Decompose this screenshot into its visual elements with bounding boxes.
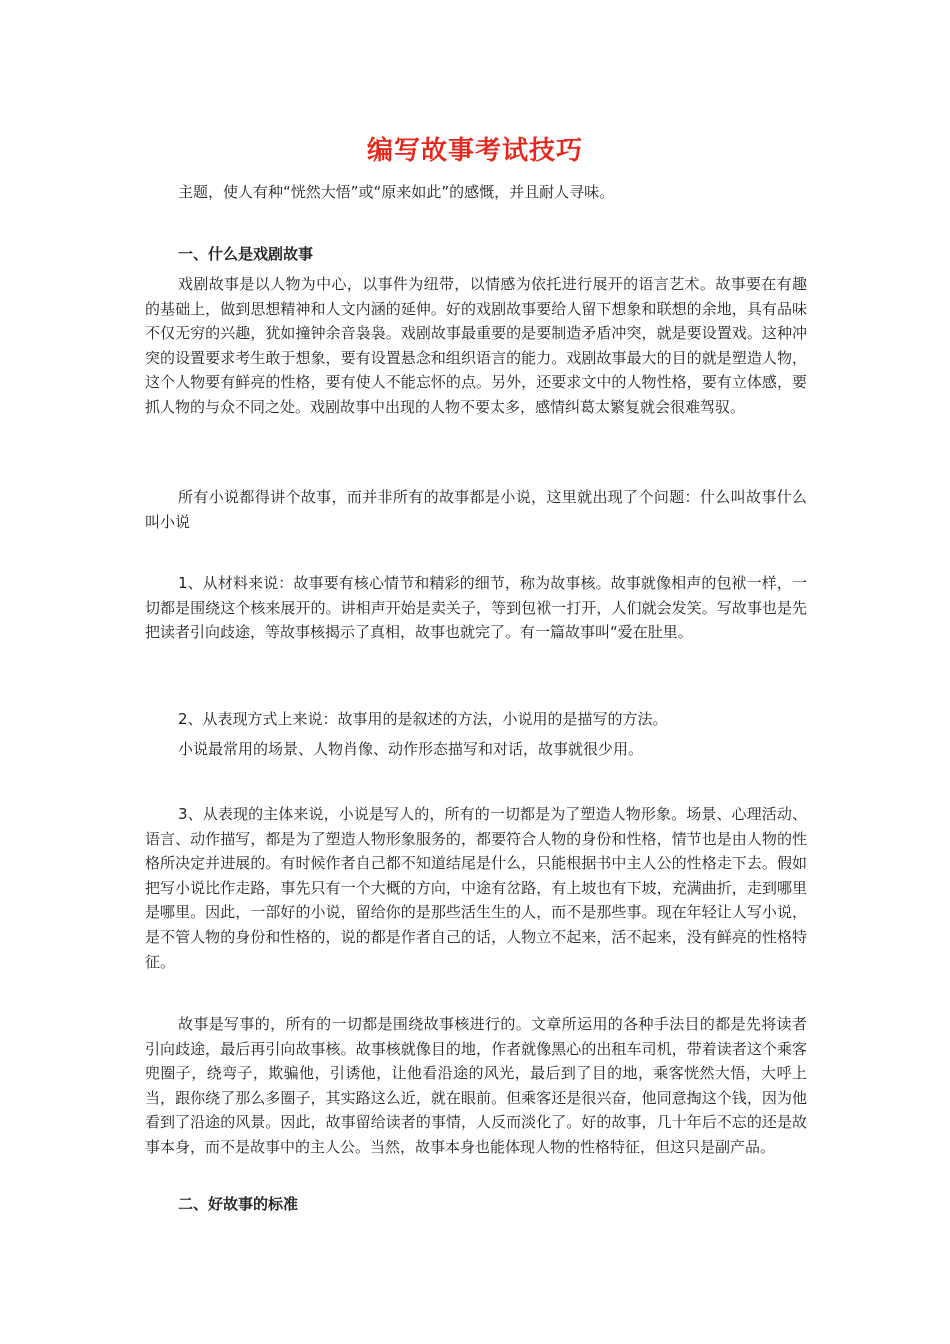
section-2 [145,1192,807,1217]
section-heading-2: 二、好故事的标准 [178,1195,299,1213]
paragraph-block-2 [145,485,807,534]
paragraph-block-6 [145,1012,807,1160]
paragraph-1: 戏剧故事是以人物为中心，以事件为纽带，以情感为依托进行展开的语言艺术。故事要在有趣的基础上，做到思想精神和人文内涵的延伸。好的戏剧故事要给人留下想象和联想的余地，具有品味不仅无穷的兴趣，犹如撞钟余音袅袅。戏剧故事最重要的是要制造矛盾冲突，就是要设置戏。这种冲突的设置要求考生敢于想象，要有设置悬念和组织语言的能力。戏剧故事最大的目的就是塑造人物，这个人物要有鲜亮的性格，要有使人不能忘怀的点。另外，还要求文中的人物性格，要有立体感，要抓人物的与众不同之处。戏剧故事中出现的人物不要太多，感情纠葛太繁复就会很难驾驭。 [145,275,807,416]
paragraph-2: 所有小说都得讲个故事，而并非所有的故事都是小说，这里就出现了个问题：什么叫故事什么叫小说 [145,488,807,531]
paragraph-3: 1、从材料来说：故事要有核心情节和精彩的细节，称为故事核。故事就像相声的包袱一样，一切都是围绕这个核来展开的。讲相声开始是卖关子，等到包袱一打开，人们就会发笑。写故事也是先把读者引向歧途，等故事核揭示了真相，故事也就完了。有一篇故事叫“爱在肚里。 [145,574,807,642]
paragraph-4a: 2、从表现方式上来说：故事用的是叙述的方法，小说用的是描写的方法。 [178,710,668,728]
paragraph-block-3 [145,571,807,645]
section-1 [145,242,807,267]
paragraph-6: 故事是写事的，所有的一切都是围绕故事核进行的。文章所运用的各种手法目的都是先将读者引向歧途，最后再引向故事核。故事核就像目的地，作者就像黑心的出租车司机，带着读者这个乘客兜圈子，绕弯子，欺骗他，引诱他，让他看沿途的风光，最后到了目的地，乘客恍然大悟，大呼上当，跟你绕了那么多圈子，其实路这么近，就在眼前。但乘客还是很兴奋，他同意掏这个钱，因为他看到了沿途的风景。因此，故事留给读者的事情，人反而淡化了。好的故事，几十年后不忘的还是故事本身，而不是故事中的主人公。当然，故事本身也能体现人物的性格特征，但这只是副产品。 [145,1015,807,1156]
paragraph-block-5 [145,802,807,974]
intro-block [145,180,807,205]
intro-paragraph: 主题，使人有种“恍然大悟”或“原来如此”的感慨，并且耐人寻味。 [178,183,615,201]
paragraph-block-1 [145,272,807,420]
paragraph-5: 3、从表现的主体来说，小说是写人的，所有的一切都是为了塑造人物形象。场景、心理活动、语言、动作描写，都是为了塑造人物形象服务的，都要符合人物的身份和性格，情节也是由人物的性格所决定并进展的。有时候作者自己都不知道结尾是什么，只能根据书中主人公的性格走下去。假如把写小说比作走路，事先只有一个大概的方向，中途有岔路，有上坡也有下坡，充满曲折，走到哪里是哪里。因此，一部好的小说，留给你的是那些活生生的人，而不是那些事。现在年轻让人写小说，是不管人物的身份和性格的，说的都是作者自己的话，人物立不起来，活不起来，没有鲜亮的性格特征。 [145,805,807,971]
paragraph-4b: 小说最常用的场景、人物肖像、动作形态描写和对话，故事就很少用。 [178,739,644,758]
section-heading-1: 一、什么是戏剧故事 [178,245,314,263]
document-title: 编写故事考试技巧 [366,136,583,166]
paragraph-block-4 [145,707,807,761]
